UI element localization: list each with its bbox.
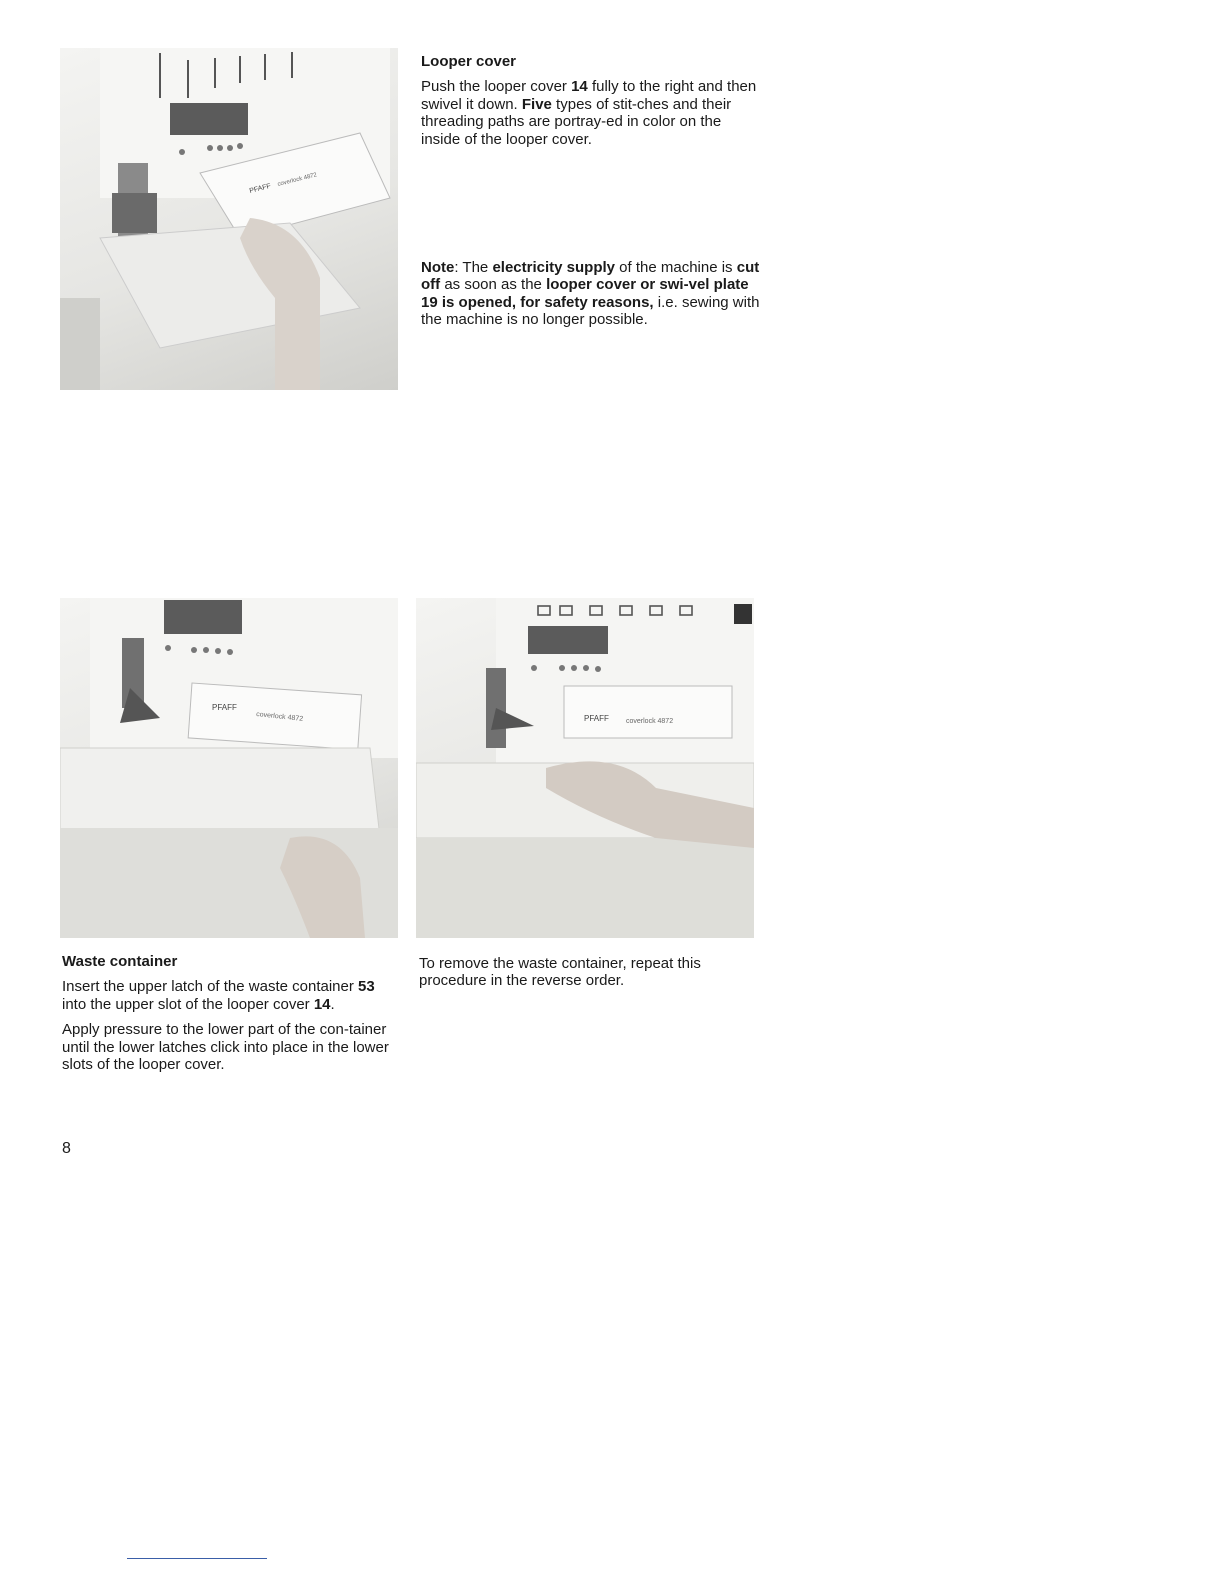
waste-container-paragraph-2: Apply pressure to the lower part of the con-tainer until the lower latches click into place in the lower slots of the looper cover. [62, 1021, 389, 1074]
text-run: Push the looper cover [421, 78, 572, 96]
text-run: of the machine is [615, 259, 737, 276]
looper-cover-heading: Looper cover [421, 53, 517, 70]
ref-number: 53 [358, 978, 375, 996]
model-label-1: coverlock 4872 [277, 172, 318, 188]
looper-cover-section [421, 53, 761, 156]
photo-looper-cover [60, 48, 398, 390]
photo-waste-insert [60, 598, 398, 938]
waste-container-heading: Waste container [62, 953, 178, 970]
sewing-machine-illustration [416, 598, 754, 938]
sewing-machine-illustration [60, 598, 398, 938]
text-run: types of stit-ches and their threading paths are portray-ed in color on the inside of the looper cover. [421, 95, 732, 148]
emphasis: electricity supply [492, 259, 615, 276]
emphasis: cut off [421, 259, 760, 294]
safety-note [421, 259, 761, 337]
text-run: fully to the right and then swivel it down. [421, 78, 757, 113]
text-run: . [330, 995, 335, 1013]
brand-label-1: PFAFF [248, 182, 272, 195]
text-run: Insert the upper latch of the waste container [62, 978, 359, 996]
ref-number: 14 [571, 78, 588, 96]
brand-label-3: PFAFF [584, 714, 609, 723]
remove-paragraph: To remove the waste container, repeat this procedure in the reverse order. [419, 955, 701, 990]
text-run: into the upper slot of the looper cover [62, 995, 314, 1013]
note-label: Note [421, 259, 455, 276]
model-label-3: coverlock 4872 [626, 718, 674, 725]
page-number: 8 [62, 1140, 71, 1157]
emphasis: Five [521, 95, 552, 113]
remove-instructions [419, 955, 749, 998]
emphasis: looper cover or swi-vel plate 19 is opened, for safety reasons, [421, 276, 749, 311]
text-run: i.e. sewing with the machine is no longer possible. [421, 293, 760, 329]
waste-container-paragraph-1 [62, 978, 402, 1013]
model-label-2: coverlock 4872 [255, 711, 304, 723]
photo-waste-remove [416, 598, 754, 938]
text-run: : The [454, 259, 493, 276]
ref-number: 14 [313, 995, 331, 1013]
looper-cover-paragraph [421, 78, 761, 148]
brand-label-2: PFAFF [212, 703, 237, 712]
text-run: as soon as the [440, 276, 547, 294]
sewing-machine-illustration [60, 48, 398, 390]
waste-container-section [62, 953, 402, 1081]
footer-rule [127, 1558, 267, 1559]
